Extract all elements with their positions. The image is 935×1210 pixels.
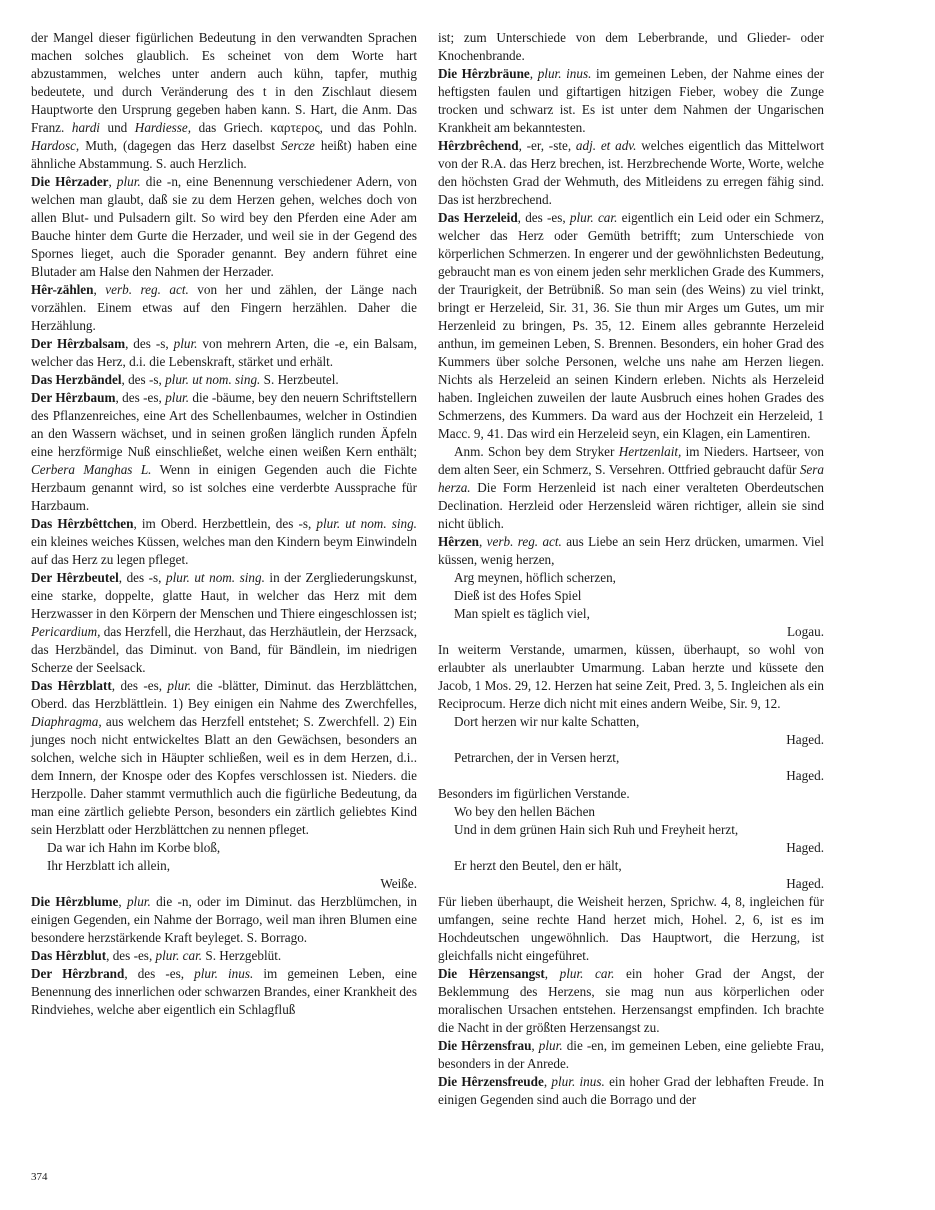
verse-line: Man spielt es täglich viel,: [454, 606, 590, 621]
headword: Das Hêrzbêttchen: [31, 516, 134, 531]
headword: Das Herzbändel: [31, 372, 122, 387]
entry-text: , des -es,: [106, 948, 156, 963]
entry-text: in der Zergliederungskunst, eine starke, doppelte, glatte Haut, in welcher das Herz mit dem Herzwasser in den Körpern der Menschen und Thiere eingeschlossen ist;: [31, 570, 417, 621]
note-text: Anm. Schon bey dem Stryker: [454, 444, 619, 459]
headword: Die Hêrzbräune: [438, 66, 530, 81]
verse-line: Dieß ist des Hofes Spiel: [454, 588, 582, 603]
dictionary-entry: [31, 515, 417, 569]
dictionary-entry: [31, 371, 417, 389]
grammar-note: verb. reg. act.: [105, 282, 189, 297]
paragraph: In weiterm Verstande, umarmen, küssen, überhaupt, so wohl von erlaubter als unerlaubter Umarmung. Laban herzte und küssete den Jacob, 1 Mos. 29, 12. Herzen hat seine Zeit, Pred. 3, 5. Ingleichen als ein Reciprocum. Herze dich nicht mit eines andern Weibe, Sir. 9, 12.: [438, 642, 824, 711]
entry-text: , des -es,: [111, 678, 168, 693]
entry-text: ,: [479, 534, 487, 549]
entry-text: ,: [531, 1038, 539, 1053]
italic-term: Sercze: [280, 138, 315, 153]
verse-line: Dort herzen wir nur kalte Schatten,: [454, 714, 640, 729]
grammar-note: plur.: [173, 336, 198, 351]
headword: Hêr-zählen: [31, 282, 94, 297]
headword: Die Hêrzensangst: [438, 966, 545, 981]
entry-text: ,: [529, 66, 538, 81]
dictionary-entry: [438, 209, 824, 443]
entry-text: von mehrern Arten, die -e, ein Balsam, welcher das Herz, d.i. die Lebenskraft, stärket und erhält.: [31, 336, 417, 369]
italic-term: Diaphragma,: [31, 714, 102, 729]
grammar-note: plur. inus.: [551, 1074, 605, 1089]
verse-line: Wo bey den hellen Bächen: [454, 804, 596, 819]
italic-term: Sera herza.: [438, 462, 824, 495]
dictionary-entry: [31, 389, 417, 515]
headword: Die Hêrzensfrau: [438, 1038, 532, 1053]
entry-text: ,: [543, 1074, 552, 1089]
dictionary-entry: [31, 335, 417, 371]
entry-text: ,: [118, 894, 127, 909]
grammar-note: plur.: [126, 894, 151, 909]
headword: Der Hêrzbeutel: [31, 570, 119, 585]
quote-author: Haged.: [786, 732, 824, 747]
grammar-note: adj. et adv.: [575, 138, 637, 153]
entry-text: ,: [544, 966, 560, 981]
entry-text: die -en, im gemeinen Leben, eine geliebte Frau, besonders in der Anrede.: [438, 1038, 824, 1071]
verse-line: Da war ich Hahn im Korbe bloß,: [47, 840, 221, 855]
headword: Hêrzen: [438, 534, 480, 549]
entry-text: und: [99, 120, 135, 135]
headword: Das Hêrzblut: [31, 948, 107, 963]
right-column: [438, 29, 824, 1109]
entry-text: ein kleines weiches Küssen, welches man den Kindern beym Einwindeln auf das Herz zu legen pfleget.: [31, 534, 417, 567]
dictionary-entry: [31, 281, 417, 335]
entry-text: das Herzfell, die Herzhaut, das Herzhäutlein, der Herzsack, das Herzbändel, das Diminut. von Band, für Bändlein, im niedrigen Scherze der Seelsack.: [31, 624, 417, 675]
entry-text: eigentlich ein Leid oder ein Schmerz, welcher das Herz oder Gemüth betrifft; zum Unterschiede von körperlichen Schmerzen. In engerer und der gewöhnlichsten Bedeutung, gebraucht man es von einem jeden sehr merklichen Grade des Kummers, der Traurigkeit, der Betrübniß. So man sein (des Weins) zu viel trinkt, bringt er Herzeleid, Sir. 31, 36. Sie thun mir Arges um Gutes, um mir Herzenleid zu bringen, Ps. 35, 12. Einem alles gebrannte Herzeleid anthun, im gemeinen Leben, S. Brennen. Besonders, ein hoher Grad des Kummers über solche Personen, welche uns nahe am Herzen liegen. Nichts als Herzeleid an seinen Kindern erleben. Nichts als Herzeleid haben. Ingleichen zuweilen der laute Ausbruch eines hohen Grades des Schmerzens, des Kummers. Da ward aus der Hochzeit ein Herzeleid, 1 Macc. 9, 41. Das wird ein Herzeleid seyn, ein Klagen, ein Lamentiren.: [438, 210, 824, 441]
headword: Die Hêrzensfreude: [438, 1074, 544, 1089]
entry-text: aus welchem das Herzfell entstehet; S. Zwerchfell. 2) Ein junges noch nicht entwickeltes Blatt an den Gewächsen, besonders an solchen, welche sich in Häupter schließen, weil es in dem Herzen, d.i.. dem Innern, der Knospe oder des Kopfes verschlossen ist. Nieders. die Herzpolle. Daher stammt vermuthlich auch die figürliche Bedeutung, da man eine zärtlich geliebte Person, besonders ein zärtlich geliebtes Kind sein Herzblatt oder Herzblättchen zu nennen pfleget.: [31, 714, 417, 837]
grammar-note: plur.: [165, 390, 190, 405]
dictionary-entry: [31, 569, 417, 677]
grammar-note: plur.: [538, 1038, 563, 1053]
headword: Der Hêrzbalsam: [31, 336, 126, 351]
verse-line: Er herzt den Beutel, den er hält,: [454, 858, 622, 873]
entry-text: , -er, -ste,: [518, 138, 576, 153]
annotation-paragraph: [438, 443, 824, 533]
note-text: Die Form Herzenleid ist nach einer veralteten Oberdeutschen Declination. Herzleid oder Herzensleid wären richtiger, allein sie sind nicht üblich.: [438, 480, 824, 531]
verse-line: Ihr Herzblatt ich allein,: [47, 858, 171, 873]
entry-text: , des -es,: [115, 390, 166, 405]
dictionary-entry: [438, 137, 824, 209]
dictionary-entry: [438, 65, 824, 137]
italic-term: Hertzenlait,: [618, 444, 682, 459]
dictionary-entry: [31, 893, 417, 947]
quote-author: Haged.: [786, 876, 824, 891]
entry-text: die -n, oder im Diminut. das Herzblümchen, in einigen Gegenden, ein Nahme der Borrago, weil man ihren Blumen eine besondere herzstärkende Kraft beyleget. S. Borrago.: [31, 894, 418, 945]
entry-text: , des -es,: [517, 210, 570, 225]
entry-text: heißt) haben eine ähnliche Abstammung. S. auch Herzlich.: [31, 138, 417, 171]
italic-term: Pericardium,: [31, 624, 101, 639]
entry-text: , im Oberd. Herzbettlein, des -s,: [133, 516, 317, 531]
italic-term: hardi: [71, 120, 100, 135]
verse-line: Und in dem grünen Hain sich Ruh und Freyheit herzt,: [454, 822, 739, 837]
italic-term: Hardiesse,: [134, 120, 192, 135]
headword: Der Hêrzbaum: [31, 390, 116, 405]
grammar-note: verb. reg. act.: [486, 534, 562, 549]
entry-text: das Griech. καρτερος, und das Pohln.: [191, 120, 418, 135]
entry-text: welches eigentlich das Mittelwort von der R.A. das Herz brechen, ist. Herzbrechende Worte, Worte, welche den höchsten Grad der Wehmuth, des Mitleidens zu erregen fähig sind. Das ist herzbrechend.: [438, 138, 824, 207]
entry-text: im gemeinen Leben, der Nahme eines der heftigsten faulen und giftartigen hitzigen Fieber, wobey die Zunge trocken und schwarz ist. Es ist unter dem Nahmen der Ungarischen Krankheit am bekanntesten.: [438, 66, 824, 135]
entry-text: , des -es,: [124, 966, 195, 981]
left-column: [31, 29, 417, 1019]
note-text: im Nieders. Hartseer, von dem alten Seer, ein Schmerz, S. Versehren. Ottfried gebraucht dafür: [438, 444, 824, 477]
grammar-note: plur. ut nom. sing.: [166, 570, 265, 585]
dictionary-entry: [31, 965, 417, 1019]
dictionary-entry: [31, 173, 417, 281]
headword: Die Hêrzader: [31, 174, 109, 189]
grammar-note: plur. car.: [559, 966, 615, 981]
quote-author: Haged.: [786, 840, 824, 855]
entry-text: ein hoher Grad der Angst, der Beklemmung des Herzens, sie mag nun aus körperlichen oder moralischen Ursachen entstehen. Herzensangst empfinden. Ich brachte die Nacht in der größten Herzensangst zu.: [438, 966, 825, 1035]
dictionary-entry: [31, 947, 417, 965]
dictionary-entry: [438, 1037, 824, 1073]
quote-author: Logau.: [787, 624, 824, 639]
verse-line: Petrarchen, der in Versen herzt,: [454, 750, 620, 765]
entry-text: Wenn in einigen Gegenden auch die Fichte Herzbaum genannt wird, so ist solches eine verderbte Aussprache für Harzbaum.: [31, 462, 417, 513]
entry-text: die -n, eine Benennung verschiedener Adern, von welchen man glaubt, daß sie zu dem Herzen gehen, welches doch von allen Blut- und Pulsadern gilt. So wird bey den Pferden eine Ader am Bauche hinter dem Gurte die Herzader, und weil sie in der Gegend des Spornes lieget, auch die Sporader genannt. Bey andern führet eine Blutader am Halse den Nahmen der Herzader.: [31, 174, 417, 279]
grammar-note: plur. inus.: [537, 66, 592, 81]
page-number: 374: [31, 1171, 48, 1183]
quote-author: Weiße.: [380, 876, 417, 891]
continued-text: ist; zum Unterschiede von dem Leberbrande, und Glieder- oder Knochenbrande.: [438, 30, 824, 63]
grammar-note: plur. car.: [155, 948, 203, 963]
paragraph: Besonders im figürlichen Verstande.: [438, 786, 630, 801]
entry-text: im gemeinen Leben, eine Benennung des innerlichen oder schwarzen Brandes, einer Krankheit des Rindviehes, welche aber eigentlich ein Schlagfluß: [31, 966, 417, 1017]
verse-line: Arg meynen, höflich scherzen,: [454, 570, 616, 585]
entry-text: S. Herzbeutel.: [260, 372, 339, 387]
entry-text: von her und zählen, der Länge nach vorzählen. Einem etwas auf den Fingern herzählen. Daher die Herzählung.: [31, 282, 418, 333]
headword: Hêrzbrêchend: [438, 138, 519, 153]
entry-text: , des -s,: [121, 372, 166, 387]
entry-text: aus Liebe an sein Herz drücken, umarmen. Viel küssen, wenig herzen,: [438, 534, 825, 567]
grammar-note: plur. inus.: [194, 966, 254, 981]
headword: Die Hêrzblume: [31, 894, 119, 909]
entry-text: ein hoher Grad der lebhaften Freude. In einigen Gegenden sind auch die Borrago und der: [438, 1074, 824, 1107]
entry-text: die -blätter, Diminut. das Herzblättchen, Oberd. das Herzblättlein. 1) Bey einigen ein Nahme des Zwerchfelles,: [31, 678, 417, 711]
headword: Das Hêrzblatt: [31, 678, 112, 693]
entry-text: ,: [93, 282, 106, 297]
entry-text: ,: [108, 174, 117, 189]
entry-text: , des -s,: [125, 336, 174, 351]
continued-text: [31, 29, 417, 173]
grammar-note: plur.: [167, 678, 192, 693]
quote-author: Haged.: [786, 768, 824, 783]
dictionary-entry: [31, 677, 417, 839]
paragraph: Für lieben überhaupt, die Weisheit herzen, Sprichw. 4, 8, ingleichen für umfangen, seine rechte Hand herzet mich, Hohel. 2, 6, ist es im Hochdeutschen ungewöhnlich. Das Hauptwort, die Herzung, ist gleichfalls nicht eingeführet.: [438, 894, 824, 963]
headword: Das Herzeleid: [438, 210, 518, 225]
italic-term: Hardosc,: [31, 138, 80, 153]
grammar-note: plur. ut nom. sing.: [165, 372, 261, 387]
grammar-note: plur. car.: [569, 210, 618, 225]
dictionary-entry: [438, 1073, 824, 1109]
dictionary-entry: [438, 965, 824, 1037]
entry-text: , des -s,: [118, 570, 166, 585]
dictionary-entry: [438, 533, 824, 569]
italic-term: Cerbera Manghas L.: [31, 462, 152, 477]
grammar-note: plur. ut nom. sing.: [316, 516, 417, 531]
grammar-note: plur.: [116, 174, 141, 189]
entry-text: S. Herzgeblüt.: [202, 948, 282, 963]
headword: Der Hêrzbrand: [31, 966, 125, 981]
entry-text: der Mangel dieser figürlichen Bedeutung in den verwandten Sprachen machen solches glaublich. Es scheinet von dem Worte hart abzustammen, welches unter andern auch kühn, tapfer, muthig bedeutete, und durch Veränderung des t in den Zischlaut diesem Hauptworte den Ursprung gegeben haben kann. S. Hart, die Anm. Das Franz.: [31, 30, 417, 135]
entry-text: Muth, (dagegen das Herz daselbst: [79, 138, 281, 153]
entry-text: die -bäume, bey den neuern Schriftstellern des Pflanzenreiches, eine Art des Schellenbaumes, welcher in Ostindien an den Wassern wächset, und in seinen großen länglich runden Äpfeln eine herzförmige Nuß einschließet, welche einen weißen Kern enthält;: [31, 390, 417, 459]
